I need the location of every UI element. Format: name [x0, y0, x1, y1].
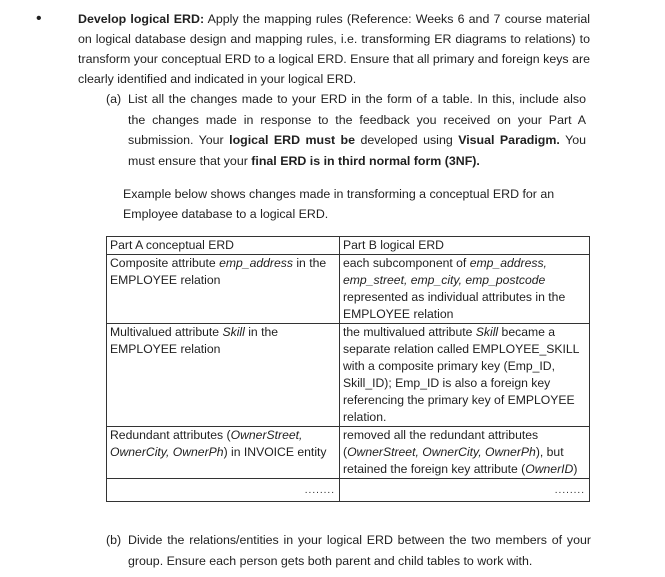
item-a-text-2: developed using [355, 133, 459, 147]
item-a-bold-1: logical ERD must be [229, 133, 355, 147]
cell-part-b [340, 255, 590, 324]
intro-paragraph [78, 9, 590, 89]
cell-part-a [107, 255, 340, 324]
table-header-row [107, 237, 590, 255]
table-row [107, 324, 590, 427]
cell-text: Redundant attributes ( [110, 428, 231, 442]
table-row [107, 427, 590, 479]
cell-italic: Skill [222, 325, 245, 339]
cell-italic: emp_address [219, 256, 293, 270]
item-a-text-1: List all the changes made to your ERD in the form of a table. In this, include also the changes made in response to the feedback you received on your Part A submission. Your [128, 92, 586, 147]
table-row [107, 255, 590, 324]
cell-italic: Skill [475, 325, 499, 339]
item-b-body: Divide the relations/entities in your logical ERD between the two members of your group. Ensure each person gets both parent and child tables to work with. [128, 533, 591, 568]
changes-table [106, 236, 590, 502]
item-b-label: (b) [106, 533, 122, 547]
item-a-body [128, 89, 586, 171]
item-a-bold-2: Visual Paradigm. [458, 133, 560, 147]
item-a-text-3: You must ensure that your [128, 133, 586, 168]
example-caption: Example below shows changes made in transforming a conceptual ERD for an Employee database to a logical ERD. [123, 187, 555, 221]
item-a-label: (a) [106, 92, 122, 106]
cell-italic: OwnerStreet, OwnerCity, OwnerPh [110, 428, 303, 459]
cell-text: removed all the redundant attributes ( [343, 428, 539, 459]
cell-dots-right [340, 479, 590, 502]
list-item-a [106, 89, 586, 171]
cell-text: in the EMPLOYEE relation [110, 325, 279, 356]
cell-dots-left [107, 479, 340, 502]
cell-text: in the EMPLOYEE relation [110, 256, 327, 287]
intro-heading: Develop logical ERD: [78, 12, 205, 26]
ellipsis-dots: ........ [554, 485, 585, 496]
cell-text: ) [573, 462, 578, 476]
table-row-placeholder [107, 479, 590, 502]
cell-text: each subcomponent of [343, 256, 470, 270]
cell-part-b [340, 427, 590, 479]
cell-text: Multivalued attribute [110, 325, 223, 339]
list-item-b [106, 530, 591, 572]
cell-text: Composite attribute [110, 256, 220, 270]
cell-part-a [107, 324, 340, 427]
cell-italic: OwnerStreet, OwnerCity, OwnerPh [347, 445, 536, 459]
cell-text: became a separate relation called EMPLOYEE_SKILL with a composite primary key (Emp_ID, Skill_ID); Emp_ID is also a foreign key referencing the primary key of EMPLOYEE relation. [343, 325, 579, 424]
cell-italic: emp_address, emp_street, emp_city, emp_postcode [343, 256, 547, 287]
cell-text: the multivalued attribute [343, 325, 476, 339]
bullet-marker: • [36, 10, 42, 27]
cell-part-b [340, 324, 590, 427]
cell-italic: OwnerID [525, 462, 574, 476]
header-part-a: Part A conceptual ERD [107, 237, 340, 255]
cell-text: ) in INVOICE entity [223, 445, 327, 459]
header-part-b: Part B logical ERD [340, 237, 590, 255]
intro-text: Apply the mapping rules (Reference: Weeks 6 and 7 course material on logical database design and mapping rules, i.e. transforming ER diagrams to relations) to transform your conceptual ERD to a logical ERD. Ensure that all primary and foreign keys are clearly identified and indicated in your logical ERD. [78, 12, 591, 86]
cell-text: ), but retained the foreign key attribute ( [343, 445, 564, 476]
cell-text: represented as individual attributes in the EMPLOYEE relation [343, 290, 566, 321]
cell-part-a [107, 427, 340, 479]
ellipsis-dots: ........ [304, 485, 335, 496]
item-a-bold-3: final ERD is in third normal form (3NF). [251, 153, 480, 168]
